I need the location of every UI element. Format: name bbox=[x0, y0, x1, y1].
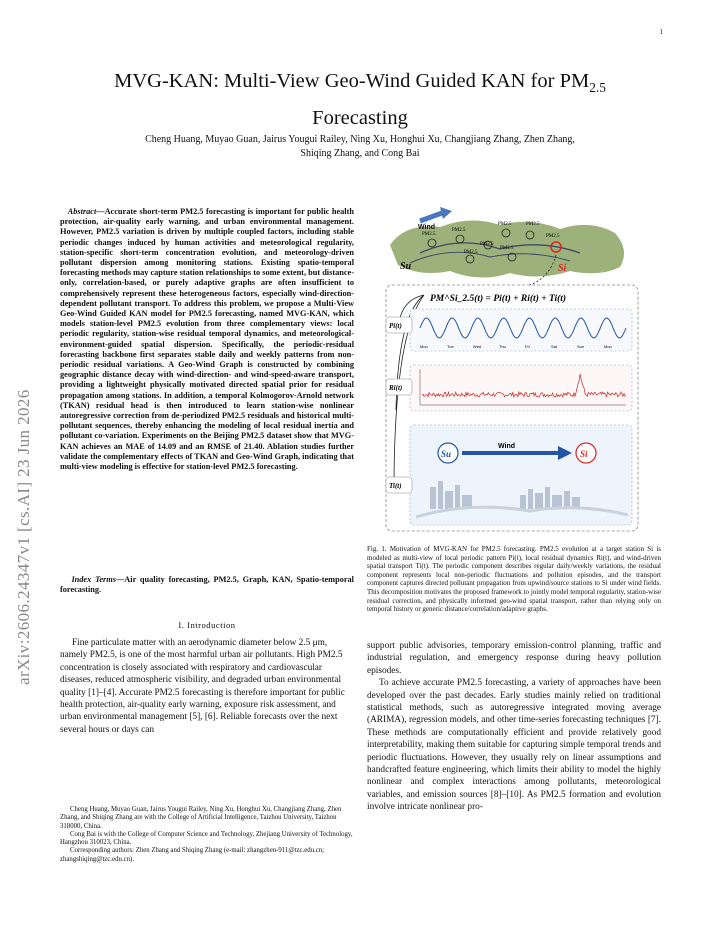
residual-panel bbox=[410, 365, 632, 411]
transport-si-label: Si bbox=[580, 449, 588, 459]
arxiv-stamp: arXiv:2606.24347v1 [cs.AI] 23 Jun 2026 bbox=[14, 389, 33, 685]
paper-title bbox=[60, 66, 660, 133]
p-label: Pi(t) bbox=[389, 322, 402, 330]
authors-line2: Shiqing Zhang, and Cong Bai bbox=[300, 148, 420, 159]
right-column-text bbox=[367, 640, 661, 814]
author-list bbox=[60, 133, 660, 161]
figure-1-graphic bbox=[380, 205, 658, 535]
right-paragraph-2: To achieve accurate PM2.5 forecasting, a variety of approaches have been developed over the past decades. Early studies mainly relied on traditional statistical methods, such as autoregressive integrated moving average (ARIMA), regression models, and other time-series forecasting techniques [7]. These methods are computationally efficient and provide relatively good interpretability, making them suitable for capturing simple temporal trends and periodic fluctuations. However, they usually rely on linear assumptions and handcrafted feature engineering, which limits their ability to model the highly nonlinear and complex interactions among pollutants, meteorological variables, and emission sources [8]–[10]. As PM2.5 formation and evolution involve intricate nonlinear pro- bbox=[367, 678, 661, 813]
periodic-panel bbox=[410, 309, 632, 351]
index-terms-text: —Air quality forecasting, PM2.5, Graph, KAN, Spatio-temporal forecasting. bbox=[60, 575, 354, 595]
abstract-text: —Accurate short-term PM2.5 forecasting is important for public health protection, air-quality early warning, and urban environmental management. However, PM2.5 variation is driven by multiple coupled factors, including stable periodic changes induced by human activities and meteorological regularity, station-specific short-term concentration evolution, and meteorology-driven pollutant dispersion among monitoring stations. Existing spatio-temporal forecasting methods may capture station relationships to some extent, but distance-only, correlation-based, or purely adaptive graphs are often insufficient to comprehensively represent these heterogeneous factors, especially wind-direction-dependent pollutant transport. To address this problem, we propose a Multi-View Geo-Wind Guided KAN model for PM2.5 forecasting, named MVG-KAN, which models station-level PM2.5 evolution from three complementary views: local periodic regularity, station-wise residual temporal dynamics, and meteorological-environment-guided spatial dispersion. Specifically, the periodic-residual forecasting backbone first separates stable daily and weekly patterns from non-periodic residual variations. A Geo-Wind Graph is constructed by combining geographic distance decay with wind-direction- and wind-speed-aware transport, providing a lightweight physically motivated directed spatial prior for residual propagation among stations. In addition, a temporal Kolmogorov-Arnold network (TKAN) residual head is then introduced to learn station-wise nonlinear autoregressive correction from de-periodized PM2.5 residuals and historical multi-pollutant sequences, thereby enhancing the modeling of local residual inertia and pollutant co-variation. Experiments on the Beijing PM2.5 dataset show that MVG-KAN achieves an MAE of 14.09 and an RMSE of 21.40. Ablation studies further validate the complementary effects of TKAN and Geo-Wind Graph, indicating that multi-view modeling is effective for station-level PM2.5 forecasting. bbox=[60, 207, 354, 472]
pm-label: PM2.5 bbox=[498, 222, 512, 227]
pm-label: PM2.5 bbox=[546, 234, 560, 239]
authors-line1: Cheng Huang, Muyao Guan, Jairus Yougui Railey, Ning Xu, Honghui Xu, Changjiang Zhang, Zhen Zhang, bbox=[145, 134, 575, 145]
day-label: Wed bbox=[473, 344, 482, 349]
right-paragraph-1: support public advisories, temporary emission-control planning, traffic and industrial regulation, and emergency response during heavy pollution episodes. bbox=[367, 641, 661, 676]
pm-label: PM2.5 bbox=[464, 250, 478, 255]
day-label: Sat bbox=[551, 344, 558, 349]
footnote-corresponding: Corresponding authors: Zhen Zhang and Shiqing Zhang (e-mail: zhangzhen-911@tzc.edu.cn; zhangshiqing@tzc.edu.cn). bbox=[60, 847, 325, 863]
day-label: Thu bbox=[499, 344, 506, 349]
pm-label: PM2.5 bbox=[422, 232, 436, 237]
index-terms bbox=[60, 575, 354, 595]
day-label: Sun bbox=[577, 344, 585, 349]
footnote-affiliation-2: Cong Bai is with the College of Computer Science and Technology, Zhejiang University of Technology, Hangzhou 310023, China. bbox=[60, 830, 353, 847]
title-line2: Forecasting bbox=[312, 107, 408, 130]
pm-label: PM2.5 bbox=[452, 228, 466, 233]
page-number: 1 bbox=[659, 28, 663, 36]
day-label: Mon bbox=[604, 344, 612, 349]
abstract-label: Abstract bbox=[67, 207, 97, 216]
intro-text bbox=[60, 637, 354, 736]
wind-arrow-icon bbox=[420, 207, 452, 221]
pm-label: PM2.5 bbox=[500, 246, 514, 251]
index-terms-label: Index Terms bbox=[71, 575, 116, 584]
figure-caption: Fig. 1. Motivation of MVG-KAN for PM2.5 forecasting. PM2.5 evolution at a target station Si is modeled as multi-view of local periodic pattern Pi(t), local residual dynamics Ri(t), and wind-driven spatial transport Ti(t). The periodic component describes regular daily/weekly variations, the residual component represents local non-periodic fluctuations and pollution episodes, and the transport component captures directed pollutant propagation from upwind/source stations to Si under wind fields. This decomposition motivates the proposed framework to jointly model temporal regularity, station-wise residual correction, and physically informed geo-wind spatial transport, rather than relying only on temporal history or generic distance/correlation/adaptive graphs. bbox=[367, 545, 661, 614]
title-subscript: 2.5 bbox=[589, 80, 606, 96]
title-line1: MVG-KAN: Multi-View Geo-Wind Guided KAN for PM bbox=[114, 70, 590, 92]
figure-1 bbox=[380, 205, 658, 535]
pm-label: PM2.5 bbox=[480, 242, 494, 247]
footnotes bbox=[60, 806, 354, 864]
t-label: Ti(t) bbox=[389, 482, 402, 490]
decomposition-equation: PM^Si_2.5(t) = Pi(t) + Ri(t) + Ti(t) bbox=[430, 294, 567, 304]
intro-paragraph: Fine particulate matter with an aerodynamic diameter below 2.5 μm, namely PM2.5, is one of the most harmful urban air pollutants. High PM2.5 concentration is closely associated with respiratory and cardiovascular diseases, reduced atmospheric visibility, and degraded urban environmental quality [1]–[4]. Accurate PM2.5 forecasting is therefore important for public health protection, air-quality early warning, exposure risk assessment, and urban environmental management [5], [6]. Reliable forecasts over the next several hours or days can bbox=[60, 638, 345, 735]
day-label: Fri bbox=[525, 344, 530, 349]
map-si-label: Si bbox=[558, 263, 567, 274]
pm-label: PM2.5 bbox=[526, 222, 540, 227]
map-su-label: Su bbox=[400, 261, 412, 272]
map-wind-label: Wind bbox=[418, 224, 436, 231]
r-label: Ri(t) bbox=[389, 384, 403, 392]
footnote-affiliation-1: Cheng Huang, Muyao Guan, Jairus Yougui Railey, Ning Xu, Honghui Xu, Changjiang Zhang, Zhen Zhang, and Shiqing Zhang are with the College of Artificial Intelligence, Taizhou University, Taizhou 318000, China. bbox=[60, 806, 342, 830]
day-label: Tue bbox=[447, 344, 454, 349]
transport-su-label: Su bbox=[441, 449, 452, 459]
section-heading: I. Introduction bbox=[178, 620, 236, 630]
day-label: Mon bbox=[420, 344, 428, 349]
abstract bbox=[60, 207, 354, 472]
transport-wind-label: Wind bbox=[498, 443, 516, 450]
